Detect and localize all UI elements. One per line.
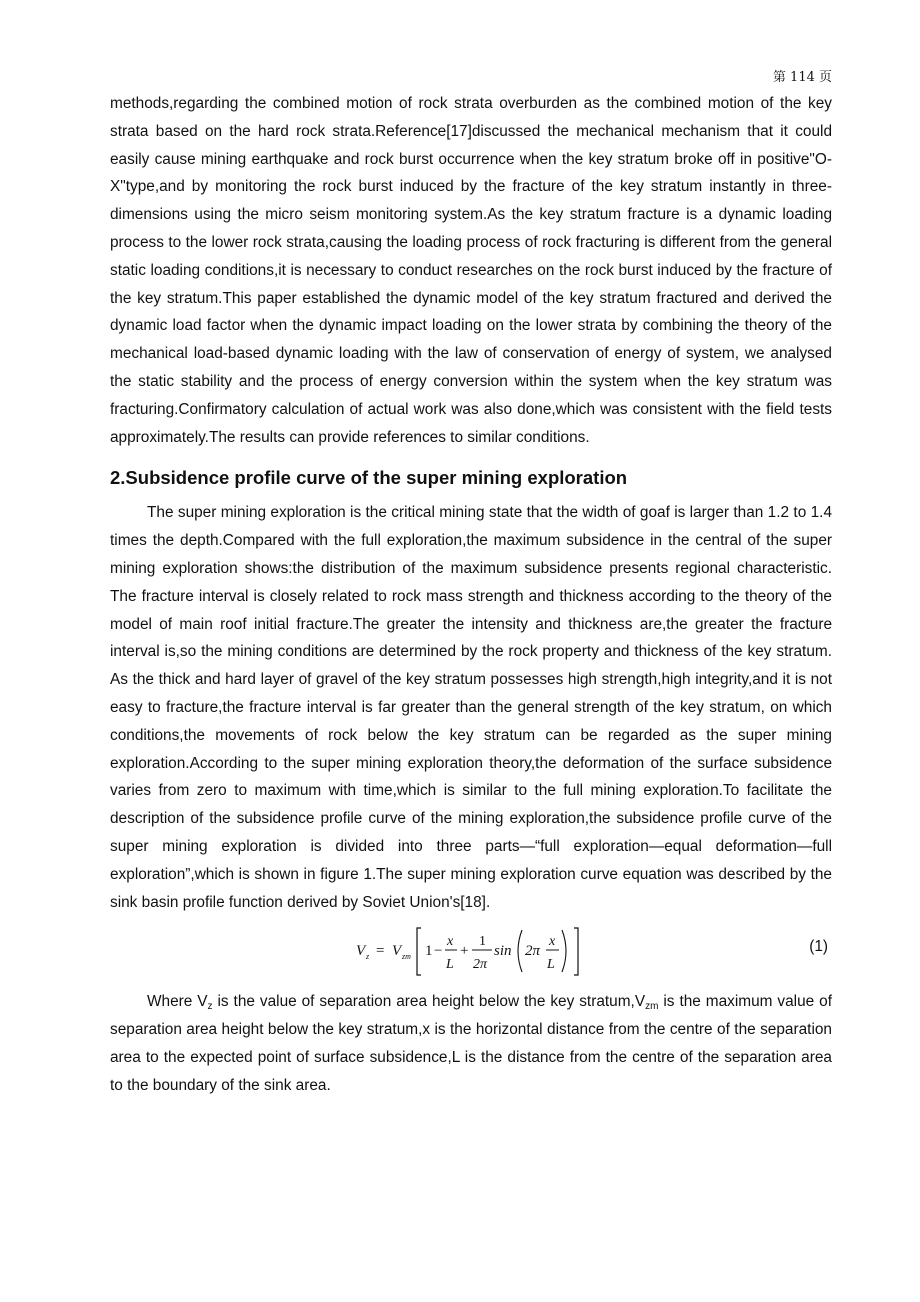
eq-plus: + xyxy=(460,943,469,960)
eq-rhs-sub: zm xyxy=(402,952,411,962)
eq-frac1-num: x xyxy=(447,934,454,950)
where-text-1: Where V xyxy=(147,993,208,1011)
eq-frac2-den: 2π xyxy=(473,957,488,973)
where-sub-z: z xyxy=(207,1001,213,1013)
page-number: 第 114 页 xyxy=(772,70,832,85)
equation-row xyxy=(110,918,832,984)
eq-frac1-den: L xyxy=(446,957,454,973)
eq-left-paren xyxy=(518,930,522,972)
page-content xyxy=(110,90,832,1100)
eq-one: 1 xyxy=(425,943,433,960)
section-heading: 2.Subsidence profile curve of the super mining exploration xyxy=(110,467,628,489)
where-sub-zm: zm xyxy=(645,1001,659,1013)
eq-rhs-var: V xyxy=(392,943,402,960)
eq-sin: sin xyxy=(494,943,512,960)
eq-lhs-sub: z xyxy=(366,952,370,962)
section-paragraph: The super mining exploration is the critical mining state that the width of goaf is larger than 1.2 to 1.4 times the depth.Compared with the full exploration,the maximum subsidence in the central of the super mining exploration shows:the distribution of the maximum subsidence presents regional characteristic. The fracture interval is closely related to rock mass strength and thickness according to the theory of the model of main roof initial fracture.The greater the intensity and thickness are,the greater the fracture interval is,so the mining conditions are determined by the rock property and thickness of the key stratum. As the thick and hard layer of gravel of the key stratum possesses high strength,high integrity,and it is not easy to fracture,the fracture interval is far greater than the general strength of the key stratum, on which conditions,the movements of rock below the key stratum can be regarded as the super mining exploration.According to the super mining exploration theory,the deformation of the surface subsidence varies from zero to maximum with time,which is similar to the full mining exploration.To facilitate the description of the subsidence profile curve of the mining exploration,the subsidence profile curve of the super mining exploration is divided into three parts—“full exploration—equal deformation—full exploration”,which is shown in figure 1.The super mining exploration curve equation was described by the sink basin profile function derived by Soviet Union's[18]. xyxy=(110,504,832,911)
intro-paragraph: methods,regarding the combined motion of rock strata overburden as the combined motion of the key strata based on the hard rock strata.Reference[17]discussed the mechanical mechanism that it could easily cause mining earthquake and rock burst occurrence when the key stratum broke off in positive"O-X"type,and by monitoring the rock burst induced by the fracture of the key stratum instantly in three-dimensions using the micro seism monitoring system.As the key stratum fracture is a dynamic loading process to the lower rock strata,causing the loading process of rock fracturing is different from the general static loading conditions,it is necessary to conduct researches on the rock burst induced by the fracture of the key stratum.This paper established the dynamic model of the key stratum fractured and derived the dynamic load factor when the dynamic impact loading on the lower strata by combining the theory of the mechanical load-based dynamic loading with the law of conservation of energy of system, we analysed the static stability and the process of energy conversion within the system when the key stratum was fracturing.Confirmatory calculation of actual work was also done,which was consistent with the field tests approximately.The results can provide references to similar conditions. xyxy=(110,95,832,446)
eq-frac3-num: x xyxy=(549,934,556,950)
where-text-3: is the maximum value of separation area height below the key stratum,x is the horizontal distance from the centre of the separation area to the expected point of surface subsidence,L is the distance from the centre of the separation area to the boundary of the sink area. xyxy=(110,993,832,1094)
eq-two-pi: 2π xyxy=(525,943,541,960)
where-text-2: is the value of separation area height below the key stratum,V xyxy=(212,993,646,1011)
eq-right-paren xyxy=(562,930,566,972)
eq-equals: = xyxy=(376,943,385,960)
subsidence-equation xyxy=(354,922,594,980)
where-paragraph xyxy=(110,988,832,1099)
eq-minus: − xyxy=(434,943,443,960)
eq-frac3-den: L xyxy=(547,957,555,973)
eq-lhs-var: V xyxy=(356,943,366,960)
equation-number: (1) xyxy=(809,938,828,956)
eq-left-bracket xyxy=(417,928,421,975)
eq-frac2-num: 1 xyxy=(479,934,486,950)
eq-right-bracket xyxy=(574,928,578,975)
